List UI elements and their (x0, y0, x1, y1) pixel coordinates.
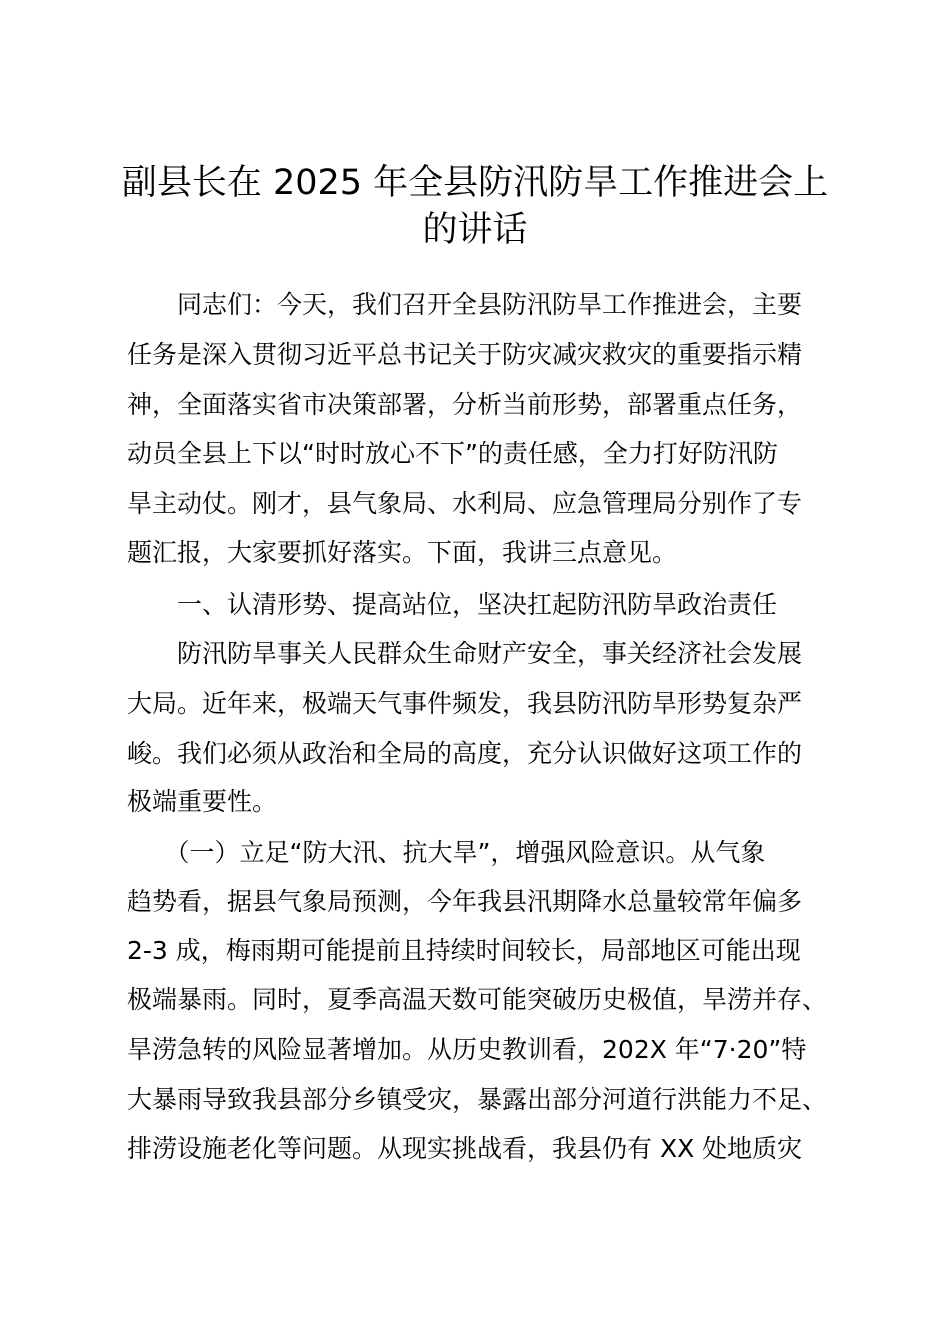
paragraph-line: 防汛防旱事关人民群众生命财产安全，事关经济社会发展 (127, 639, 803, 668)
paragraph-line: 旱主动仗。刚才，县气象局、水利局、应急管理局分别作了专 (127, 489, 803, 518)
paragraph-line: 动员全县上下以“时时放心不下”的责任感，全力打好防汛防 (127, 439, 778, 468)
paragraph-line: 趋势看，据县气象局预测，今年我县汛期降水总量较常年偏多 (127, 887, 803, 916)
subsection-heading-line: （一）立足“防大汛、抗大旱”，增强风险意识。从气象 (127, 838, 766, 867)
paragraph-line: 大暴雨导致我县部分乡镇受灾，暴露出部分河道行洪能力不足、 (127, 1085, 828, 1114)
paragraph-line: 任务是深入贯彻习近平总书记关于防灾减灾救灾的重要指示精 (127, 340, 803, 369)
paragraph-line: 极端暴雨。同时，夏季高温天数可能突破历史极值，旱涝并存、 (127, 985, 828, 1014)
paragraph-line: 旱涝急转的风险显著增加。从历史教训看，202X 年“7·20”特 (127, 1035, 807, 1064)
paragraph-line: 神，全面落实省市决策部署，分析当前形势，部署重点任务， (127, 390, 803, 419)
document-title-line-2: 的讲话 (422, 210, 528, 250)
paragraph-line: 极端重要性。 (127, 787, 278, 816)
section-heading: 一、认清形势、提高站位，坚决扛起防汛防旱政治责任 (127, 590, 778, 619)
paragraph-line: 同志们：今天，我们召开全县防汛防旱工作推进会，主要 (127, 290, 803, 319)
paragraph-line: 大局。近年来，极端天气事件频发，我县防汛防旱形势复杂严 (127, 689, 803, 718)
paragraph-line: 排涝设施老化等问题。从现实挑战看，我县仍有 XX 处地质灾 (127, 1134, 803, 1163)
paragraph-line: 峻。我们必须从政治和全局的高度，充分认识做好这项工作的 (127, 739, 803, 768)
paragraph-line: 2-3 成，梅雨期可能提前且持续时间较长，局部地区可能出现 (127, 936, 801, 965)
document-title-line-1: 副县长在 2025 年全县防汛防旱工作推进会上 (121, 163, 829, 203)
paragraph-line: 题汇报，大家要抓好落实。下面，我讲三点意见。 (127, 538, 678, 567)
